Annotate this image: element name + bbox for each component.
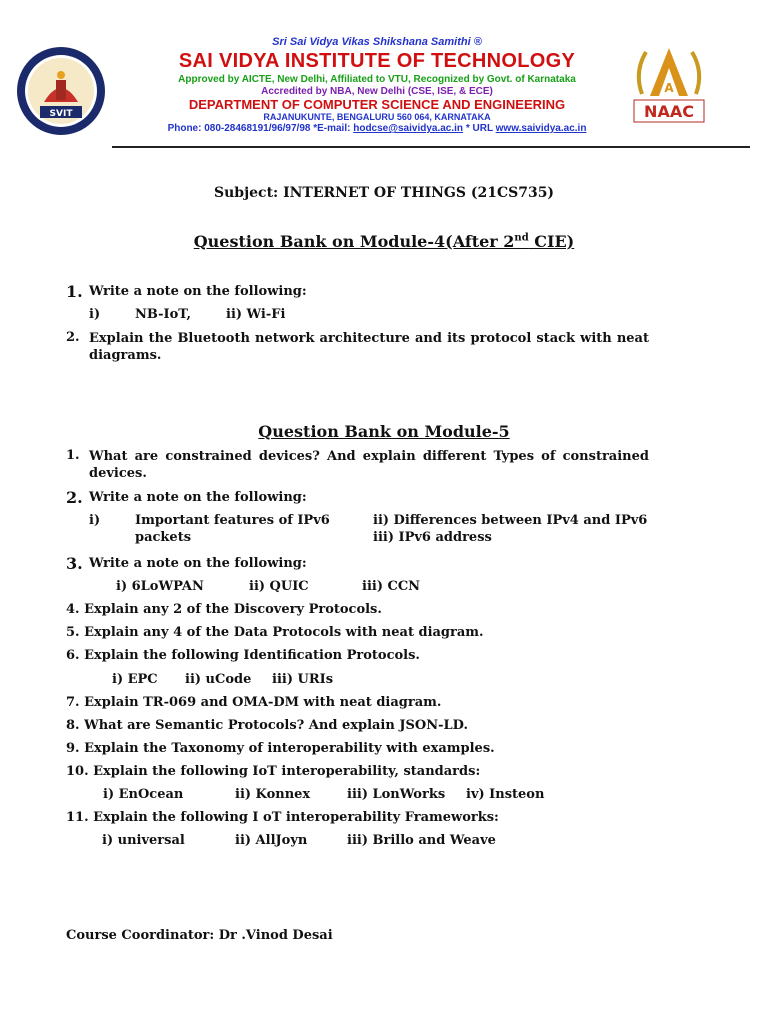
- m5-q2-opt-b: ii) Differences between IPv4 and IPv6: [373, 513, 648, 528]
- website-link[interactable]: www.saividya.ac.in: [495, 123, 587, 134]
- m5-q2-number: 2.: [66, 488, 83, 507]
- module5-heading: Question Bank on Module-5: [258, 422, 510, 441]
- naac-text: NAAC: [644, 102, 694, 121]
- m4-q2-number: 2.: [66, 330, 80, 345]
- contact-line: [112, 123, 642, 134]
- m4-q1-number: 1.: [66, 282, 83, 301]
- m5-q6-opt-b: ii) uCode: [185, 672, 252, 687]
- m5-q6-opt-a: i) EPC: [112, 672, 158, 687]
- m5-q6-opt-c: iii) URIs: [272, 672, 334, 687]
- m5-q3-opt-a: i) 6LoWPAN: [116, 579, 204, 594]
- email-link[interactable]: hodcse@saividya.ac.in: [353, 123, 464, 134]
- m5-q7: 7. Explain TR-069 and OMA-DM with neat diagram.: [66, 695, 442, 710]
- m5-q8: 8. What are Semantic Protocols? And explain JSON-LD.: [66, 718, 468, 733]
- approval-line: Approved by AICTE, New Delhi, Affiliated to VTU, Recognized by Govt. of Karnataka: [178, 74, 576, 85]
- naac-logo: [628, 42, 710, 134]
- url-prefix: * URL: [463, 123, 496, 134]
- m5-q2-opt-a2: packets: [135, 530, 192, 545]
- m5-q11-opt-b: ii) AllJoyn: [235, 833, 308, 848]
- subject-line: Subject: INTERNET OF THINGS (21CS735): [214, 185, 555, 201]
- m5-q5: 5. Explain any 4 of the Data Protocols with neat diagram.: [66, 625, 484, 640]
- m5-q2-text: Write a note on the following:: [89, 490, 307, 505]
- m5-q10-opt-d: iv) Insteon: [466, 787, 545, 802]
- m5-q1-text: What are constrained devices? And explain different Types of constrained devices.: [89, 449, 649, 481]
- institute-logo: [14, 44, 108, 138]
- course-coordinator: Course Coordinator: Dr .Vinod Desai: [66, 928, 333, 943]
- society-name: Sri Sai Vidya Vikas Shikshana Samithi ®: [272, 36, 482, 48]
- m5-q2-opt-num: i): [89, 513, 101, 528]
- letterhead: [0, 0, 768, 150]
- header-divider: [112, 146, 750, 148]
- department-name: DEPARTMENT OF COMPUTER SCIENCE AND ENGINEERING: [188, 97, 566, 112]
- m5-q4: 4. Explain any 2 of the Discovery Protocols.: [66, 602, 382, 617]
- m5-q2-opt-a1: Important features of IPv6: [135, 513, 330, 528]
- m5-q3-number: 3.: [66, 554, 83, 573]
- m5-q10: 10. Explain the following IoT interoperability, standards:: [66, 764, 481, 779]
- m4-q1-opt-num: i): [89, 307, 101, 322]
- m5-q9: 9. Explain the Taxonomy of interoperability with examples.: [66, 741, 495, 756]
- logo-left-text: SVIT: [49, 109, 73, 119]
- m5-q10-opt-c: iii) LonWorks: [347, 787, 446, 802]
- m5-q6: 6. Explain the following Identification Protocols.: [66, 648, 420, 663]
- m5-q3-text: Write a note on the following:: [89, 556, 307, 571]
- address-line: RAJANUKUNTE, BENGALURU 560 064, KARNATAKA: [263, 112, 491, 122]
- m4-q1-opt-a: NB-IoT,: [135, 307, 192, 322]
- m4-q2-text: Explain the Bluetooth network architecture and its protocol stack with neat diagrams.: [89, 331, 649, 363]
- module4-heading: Question Bank on Module-4(After 2nd CIE): [193, 232, 575, 251]
- m5-q1-number: 1.: [66, 448, 80, 463]
- m5-q10-opt-a: i) EnOcean: [103, 787, 184, 802]
- m5-q2-opt-c: iii) IPv6 address: [373, 530, 492, 545]
- m5-q3-opt-c: iii) CCN: [362, 579, 421, 594]
- institute-name: SAI VIDYA INSTITUTE OF TECHNOLOGY: [178, 50, 576, 72]
- m5-q11-opt-c: iii) Brillo and Weave: [347, 833, 496, 848]
- naac-grade: A: [664, 81, 674, 95]
- m5-q10-opt-b: ii) Konnex: [235, 787, 311, 802]
- m5-q3-opt-b: ii) QUIC: [249, 579, 309, 594]
- m4-q1-text: Write a note on the following:: [89, 284, 307, 299]
- m5-q11-opt-a: i) universal: [102, 833, 185, 848]
- phone-text: Phone: 080-28468191/96/97/98 *E-mail:: [167, 123, 354, 134]
- m5-q11: 11. Explain the following I oT interoperability Frameworks:: [66, 810, 499, 825]
- m4-q1-opt-b: ii) Wi-Fi: [226, 307, 286, 322]
- accreditation-line: Accredited by NBA, New Delhi (CSE, ISE, & ECE): [261, 86, 493, 97]
